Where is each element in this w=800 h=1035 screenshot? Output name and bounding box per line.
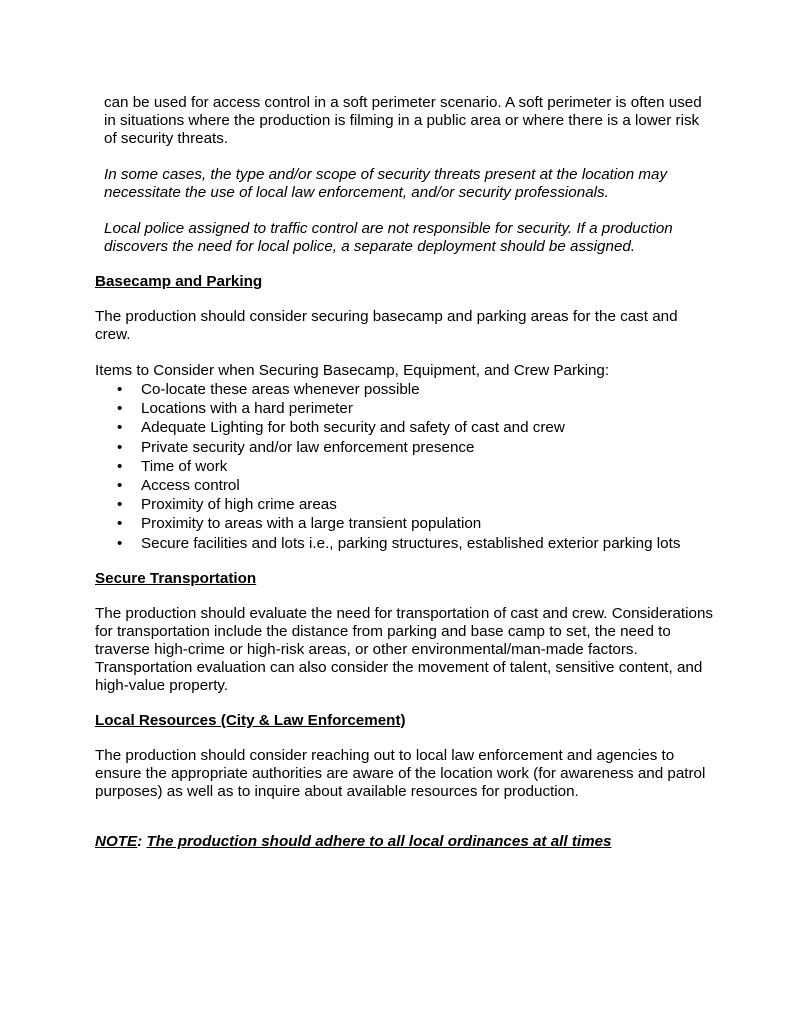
bullet-icon: • bbox=[117, 496, 123, 514]
bullet-icon: • bbox=[117, 477, 123, 495]
list-item: • Proximity of high crime areas bbox=[117, 496, 337, 514]
heading-local-resources: Local Resources (City & Law Enforcement) bbox=[95, 711, 406, 729]
bullet-icon: • bbox=[117, 457, 123, 475]
note-text: The production should adhere to all local ordinances at all times bbox=[146, 832, 612, 850]
bullet-list-basecamp bbox=[95, 380, 715, 553]
list-item: • Proximity to areas with a large transient population bbox=[117, 515, 482, 533]
list-item: • Private security and/or law enforcement presence bbox=[117, 438, 475, 456]
bullet-icon: • bbox=[117, 534, 123, 552]
paragraph-transportation: The production should evaluate the need for transportation of cast and crew. Considerations for transportation include the distance from parking and base camp to set, the need to traverse high-crime or high-risk areas, or other environmental/man-made factors. Transportation evaluation can also consider the movement of talent, sensitive content, and high-value property. bbox=[95, 604, 714, 694]
note-colon: : bbox=[137, 832, 143, 850]
paragraph-list-intro: Items to Consider when Securing Basecamp, Equipment, and Crew Parking: bbox=[95, 362, 610, 379]
bullet-icon: • bbox=[117, 381, 123, 398]
paragraph-local-resources: The production should consider reaching out to local law enforcement and agencies to ensure the appropriate authorities are aware of the location work (for awareness and patrol purposes) as well as to inquire about available resources for production. bbox=[95, 746, 706, 800]
paragraph-soft-perimeter: can be used for access control in a soft perimeter scenario. A soft perimeter is often used in situations where the production is filming in a public area or where there is a lower risk of security threats. bbox=[104, 94, 702, 147]
list-item: • Co-locate these areas whenever possible bbox=[117, 381, 420, 398]
paragraph-local-police: Local police assigned to traffic control are not responsible for security. If a production discovers the need for local police, a separate deployment should be assigned. bbox=[104, 220, 673, 255]
bullet-icon: • bbox=[117, 400, 123, 418]
note-line bbox=[95, 833, 715, 851]
bullet-icon: • bbox=[117, 419, 123, 437]
list-item: • Access control bbox=[117, 477, 240, 495]
bullet-icon: • bbox=[117, 438, 123, 456]
paragraph-security-threats: In some cases, the type and/or scope of security threats present at the location may necessitate the use of local law enforcement, and/or security professionals. bbox=[104, 166, 668, 201]
list-item: • Adequate Lighting for both security and safety of cast and crew bbox=[117, 419, 565, 437]
document-content bbox=[95, 94, 715, 851]
list-item: • Time of work bbox=[117, 457, 228, 475]
bullet-icon: • bbox=[117, 515, 123, 533]
list-item: • Locations with a hard perimeter bbox=[117, 400, 353, 418]
heading-secure-transportation: Secure Transportation bbox=[95, 569, 257, 587]
list-item: • Secure facilities and lots i.e., parking structures, established exterior parking lots bbox=[117, 534, 681, 552]
paragraph-basecamp: The production should consider securing basecamp and parking areas for the cast and crew. bbox=[95, 308, 678, 343]
note-label: NOTE bbox=[95, 832, 138, 850]
heading-basecamp-parking: Basecamp and Parking bbox=[95, 273, 263, 290]
